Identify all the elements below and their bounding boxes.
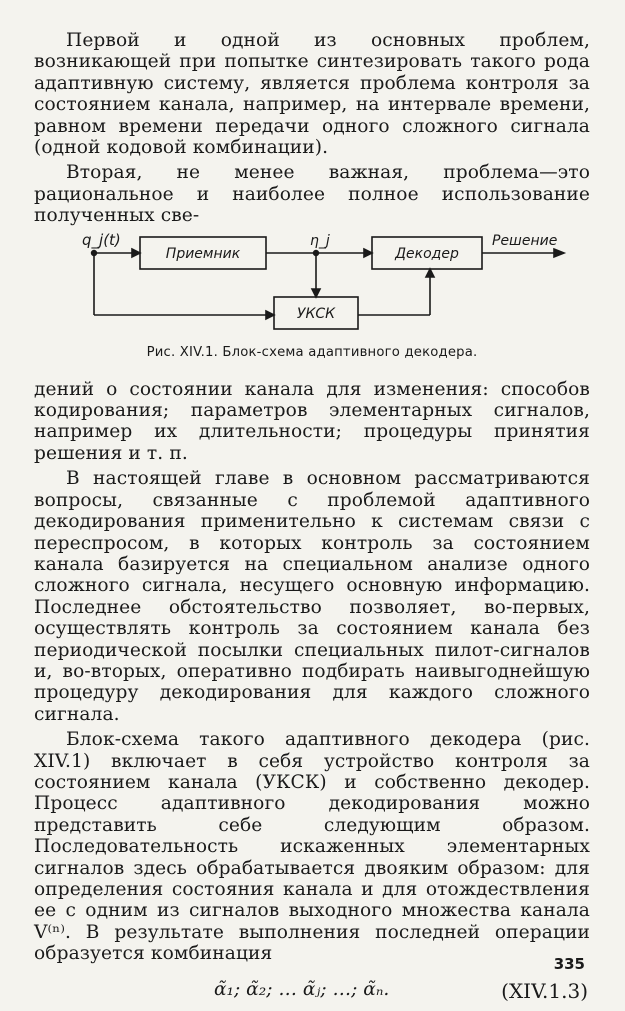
output-label: Решение [492,232,558,249]
junction-mid [314,250,319,255]
arrow-to-uksk-left [266,311,274,319]
paragraph-5: Блок-схема такого адаптивного декодера (рис. XIV.1) включает в себя устройство контроля за состоянием канала (УКСК) и собственно декодер. Процесс адаптивного декодирования можно представить себе следующим образом. Последовательность искаженных элементарных сигналов здесь обрабатывается двояким образом: для определения состояния канала и для отождествления ее с одним из сигналов выходного множества канала V⁽ⁿ⁾. В результате выполнения последней операции образуется комбинация [34,729,590,965]
block-diagram [34,229,590,379]
receiver-label: Приемник [165,245,241,262]
formula-number: (XIV.1.3) [501,978,588,1003]
paragraph-4: В настоящей главе в основном рассматриваются вопросы, связанные с проблемой адаптивного декодирования применительно к системам связи с переспросом, в которых контроль за состоянием канала базируется на специальном анализе одного сложного сигнала, несущего основную информацию. Последнее обстоятельство позволяет, во-первых, осуществлять контроль за состоянием канала без периодической посылки специальных пилот-сигналов и, во-вторых, оперативно подбирать наивыгоднейшую процедуру декодирования для каждого сложного сигнала. [34,468,590,725]
arrow-to-decoder [364,249,372,257]
formula-expression: α̃₁; α̃₂; … α̃ⱼ; …; α̃ₙ. [214,978,390,1000]
decoder-label: Декодер [395,245,459,262]
page-body [34,30,590,1011]
paragraph-3: дений о состоянии канала для изменения: способов кодирования; параметров элементарных сигналов, например их длительности; процедуры принятия решения и т. п. [34,378,590,464]
formula [34,971,590,1011]
arrow-to-uksk-top [312,289,320,297]
arrow-to-decoder-bottom [426,269,434,277]
paragraph-1: Первой и одной из основных проблем, возникающей при попытке синтезировать такого рода адаптивную систему, является проблема контроля за состоянием канала, например, на интервале времени, равном времени передачи одного сложного сигнала (одной кодовой комбинации). [34,30,590,159]
uksk-label: УКСК [296,305,336,322]
paragraph-2: Вторая, не менее важная, проблема—это рациональное и наиболее полное использование полученных све- [34,162,590,227]
junction-input [92,250,97,255]
arrow-output [554,249,564,257]
page-number: 335 [553,955,585,973]
arrow-to-receiver [132,249,140,257]
input-label: q_j(t) [82,230,121,249]
figure-caption: Рис. XIV.1. Блок-схема адаптивного декодера. [146,344,478,360]
mid-label: η_j [310,232,330,249]
block-diagram-svg [34,229,590,349]
